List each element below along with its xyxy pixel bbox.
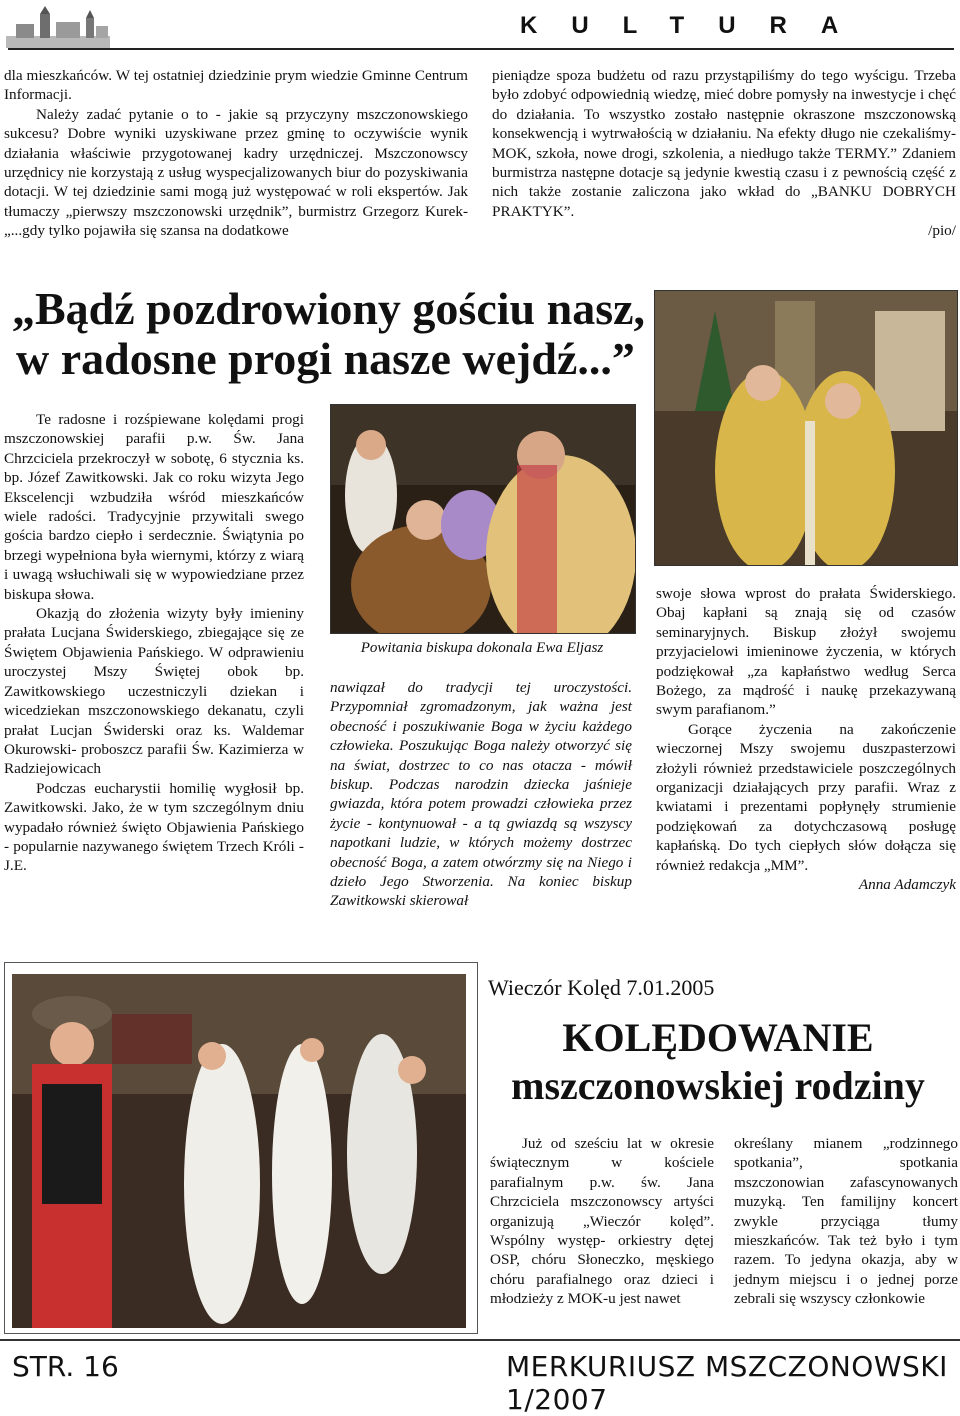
town-logo [6, 6, 110, 48]
page-number: STR. 16 [12, 1350, 119, 1383]
section-title: KULTURA [520, 12, 873, 39]
photo-carol-singers [12, 974, 466, 1328]
signature: /pio/ [928, 222, 956, 240]
title-line: mszczonowskiej rodziny [511, 1063, 925, 1108]
article1-column3 [656, 584, 956, 895]
headline-line: „Bądź pozdrowiony gościu nasz, [12, 283, 646, 334]
paragraph: Gorące życzenia na zakończenie wieczornej Mszy swojemu duszpasterzowi złożyli również przedstawiciele poszczególnych organizacji działających przy parafii. Wraz z kwiatami i prezentami popłynęły strumienie podziękowań za dotychczasową posługę kapłańską. Do tych ciepłych słów dołącza się również redakcja „MM”. [656, 720, 956, 874]
magazine-title: MERKURIUSZ MSZCZONOWSKI 1/2007 [506, 1350, 948, 1416]
photo-welcome-bishop [330, 404, 636, 634]
paragraph: Należy zadać pytanie o to - jakie są przyczyny mszczonowskiego sukcesu? Dobre wyniki uzyskiwane przez gminę to oczywiście wynik działania właściwie przygotowanej kadry urzędniczej. Mszczonowscy urzędnicy nie korzystają z usług wyspecjalizowanych biur do pozyskiwania dotacji. W tej dziedzinie sami mogą już występować w roli ekspertów. Jak tłumaczy „pierwszy mszczonowski urzędnik”, burmistrz Grzegorz Kurek- „...gdy tylko pojawiła się szansa na dodatkowe [4, 105, 468, 240]
article-headline [12, 284, 652, 384]
paragraph: Te radosne i rozśpiewane kolędami progi mszczonowskiej parafii p.w. Św. Jana Chrzciciela przekroczył w sobotę, 6 stycznia ks. bp. Józef Zawitkowski. Jak co roku wizyta Jego Ekscelencji wzbudziła wśród mieszkańców wiele radości. Tradycyjnie przywitali swego gościa bardzo ciepło i serdecznie. Świątynia po brzegi wypełniona była wiernymi, którzy z wiarą i uwagą wsłuchiwali się w wypowiedziane przez biskupa słowa. [4, 411, 304, 603]
headline-line: w radosne progi nasze wejdź...” [16, 333, 635, 384]
header-rule [8, 48, 954, 50]
top-right-column [492, 66, 956, 241]
photo-caption: Powitania biskupa dokonala Ewa Eljasz [360, 640, 604, 656]
signature: Anna Adamczyk [858, 876, 956, 894]
photo-bishop-prelate [654, 290, 958, 566]
article2-title [480, 1014, 956, 1110]
article2-column2 [734, 1134, 958, 1309]
footer-rule [0, 1339, 960, 1341]
article1-column2 [330, 678, 632, 911]
paragraph: dla mieszkańców. W tej ostatniej dziedzinie prym wiedzie Gminne Centrum Informacji. [4, 67, 468, 104]
paragraph: określany mianem „rodzinnego spotkania”, spotkania mszczonowian zafascynowanych muzyką. Ten familijny koncert zwykle przyciąga tłumy mieszkańców. Tak też było i tym razem. To jedyna okazja, aby w jednym miejscu i o jednej porze zebrali się wszyscy członkowie [734, 1135, 958, 1308]
paragraph: Okazją do złożenia wizyty były imieniny prałata Lucjana Świderskiego, zbiegające się ze Świętem Objawienia Pańskiego. W odprawieniu uroczystej Mszy Świętej obok bp. Zawitkowskiego uczestniczyli dziekan i wicedziekan mszczonowskiego dekanatu, czyli prałat Lucjan Świderski oraz ks. Waldemar Okurowski- proboszcz parafii Św. Kazimierza w Radziejowicach [4, 605, 304, 778]
paragraph: Podczas eucharystii homilię wygłosił bp. Zawitkowski. Jako, że w tym szczególnym dniu wypadało również święto Objawienia Pańskiego - popularnie nazywanego świętem Trzech Króli - J.E. [4, 779, 304, 875]
article1-column1 [4, 410, 304, 876]
paragraph: Już od sześciu lat w okresie świątecznym w kościele parafialnym p.w. św. Jana Chrzciciela mszczonowscy artyści organizują „Wieczór kolęd”. Wspólny występ- orkiestry dętej OSP, chóru Słoneczko, męskiego chóru parafialnego oraz dzieci i młodzieży z MOK-u jest nawet [490, 1135, 714, 1308]
paragraph: nawiązał do tradycji tej uroczystości. Przypomniał zgromadzonym, jak ważna jest obecność i poszukiwanie Boga w życiu każdego człowieka. Poszukując Boga należy otworzyć się na świat, dostrzec to co nas otacza - mówił biskup. Podczas narodzin dziecka jaśnieje gwiazda, która potem prowadzi człowieka przez życie - kontynuował - a tą gwiazdą są wszyscy napotkani ludzie, w których możemy dostrzec obecność Boga, a zatem otwórzmy się na Niego i dzieło Jego Stworzenia. Na koniec biskup Zawitkowski skierował [330, 679, 632, 910]
top-left-column [4, 66, 468, 241]
paragraph: swoje słowa wprost do prałata Świderskiego. Obaj kapłani są znają się od czasów seminaryjnych. Biskup złożył swojemu przyjacielowi imieninowe życzenia, w których podziękował „za kapłaństwo według Serca Bożego, za mądrość i naukę przekazywaną swym parafianom.” [656, 585, 956, 719]
paragraph: pieniądze spoza budżetu od razu przystąpiliśmy do tego wyścigu. Trzeba było zdobyć odpowiednią wiedzę, mieć dobre pomysły na inwestycje i chęć do działania. To wszystko zostało następnie okraszone mszczonowską konsekwencją i wytrwałością w działaniu. Na efekty długo nie czekaliśmy- MOK, szkoła, nowe drogi, szkolenia, a niedługo także TERMY.” Zdaniem burmistrza następne dotacje są jedynie kwestią czasu i z pewnością część z nich także zostanie zaliczona jako wkład do „BANKU DOBRYCH PRAKTYK”. [492, 67, 956, 220]
article2-kicker: Wieczór Kolęd 7.01.2005 [488, 975, 715, 1000]
title-line: KOLĘDOWANIE [562, 1015, 874, 1060]
article2-column1 [490, 1134, 714, 1309]
